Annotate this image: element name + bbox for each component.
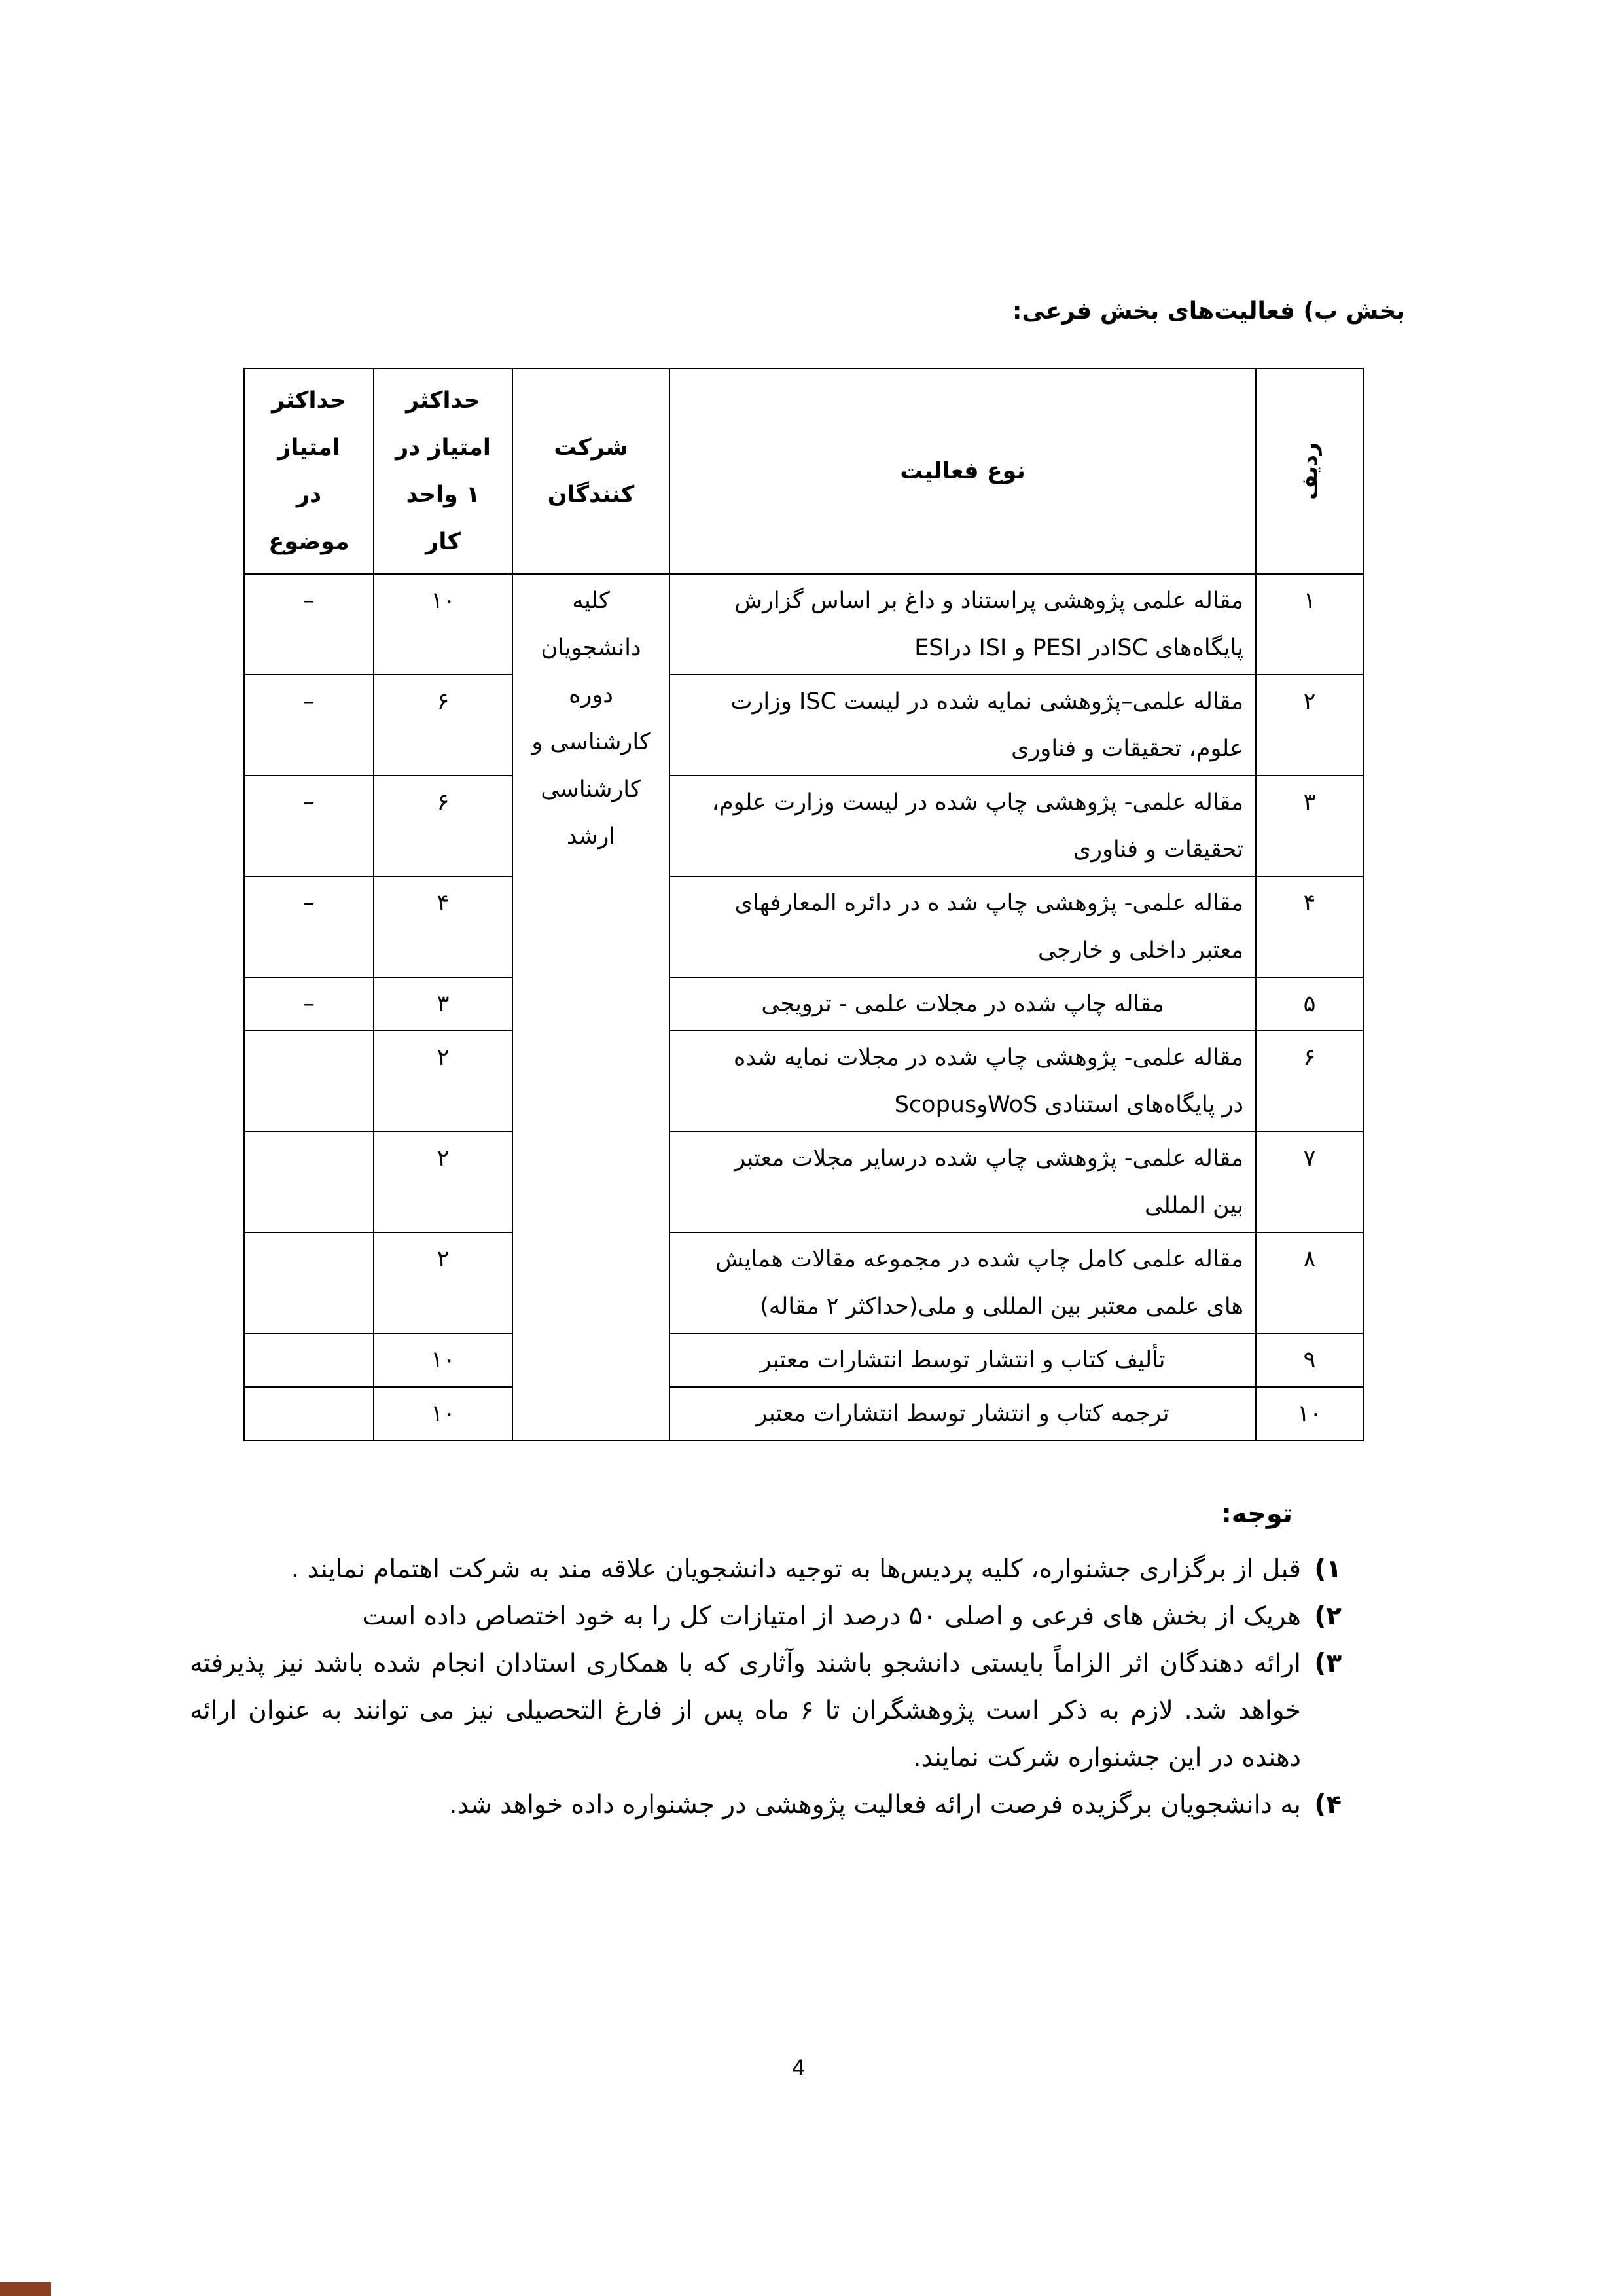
max-cell: [244, 1232, 374, 1333]
max-cell: –: [244, 876, 374, 977]
row-number: ۵: [1256, 977, 1363, 1031]
max-cell: –: [244, 675, 374, 776]
activities-table: [243, 368, 1364, 1441]
activity-cell: تألیف کتاب و انتشار توسط انتشارات معتبر: [669, 1333, 1256, 1387]
row-number: ۶: [1256, 1031, 1363, 1132]
note-text: قبل از برگزاری جشنواره، کلیه پردیس‌ها به توجیه دانشجویان علاقه مند به شرکت اهتمام نمایند .: [291, 1554, 1301, 1584]
score-cell: ۲: [374, 1132, 512, 1232]
note-text: هریک از بخش های فرعی و اصلی ۵۰ درصد از امتیازات کل را به خود اختصاص داده است: [362, 1602, 1301, 1631]
note-item: [190, 1593, 1342, 1640]
activity-cell: مقاله علمی- پژوهشی چاپ شده در لیست وزارت علوم، تحقیقات و فناوری: [669, 776, 1256, 876]
max-cell: –: [244, 574, 374, 675]
row-number: ۴: [1256, 876, 1363, 977]
score-cell: ۲: [374, 1232, 512, 1333]
note-number: ۴): [1314, 1790, 1342, 1820]
max-cell: [244, 1387, 374, 1441]
note-text: ارائه دهندگان اثر الزاماً بایستی دانشجو باشند وآثاری که با همکاری استادان انجام شده باشد نیز پذیرفته خواهد شد. لازم به ذکر است پژوهشگران تا ۶ ماه پس از فارغ التحصیلی نیز می توانند به عنوان ارائه دهنده در این جشنواره شرکت نمایند.: [190, 1649, 1301, 1772]
section-title: بخش ب) فعالیت‌های بخش فرعی:: [1012, 298, 1405, 325]
participants-cell: کلیه دانشجویان دوره کارشناسی و کارشناسی ارشد: [512, 574, 669, 1441]
note-number: ۳): [1314, 1649, 1342, 1678]
table-row: [244, 876, 1363, 977]
header-max-per-unit: حداکثر امتیاز در ۱ واحد کار: [374, 368, 512, 574]
header-max-total: حداکثر امتیاز در موضوع: [244, 368, 374, 574]
note-text: به دانشجویان برگزیده فرصت ارائه فعالیت پژوهشی در جشنواره داده خواهد شد.: [449, 1790, 1301, 1820]
note-item: [190, 1546, 1342, 1593]
activity-cell: مقاله علمی–پژوهشی نمایه شده در لیست ISC وزارت علوم، تحقیقات و فناوری: [669, 675, 1256, 776]
table-row: [244, 776, 1363, 876]
row-number: ۱: [1256, 574, 1363, 675]
activity-cell: ترجمه کتاب و انتشار توسط انتشارات معتبر: [669, 1387, 1256, 1441]
table-row: [244, 1333, 1363, 1387]
score-cell: ۶: [374, 776, 512, 876]
score-cell: ۱۰: [374, 1387, 512, 1441]
note-item: [190, 1782, 1342, 1829]
table-header-row: [244, 368, 1363, 574]
row-number: ۲: [1256, 675, 1363, 776]
table-row: [244, 1232, 1363, 1333]
activity-cell: مقاله علمی پژوهشی پراستناد و داغ بر اساس گزارش پایگاه‌های ISCدر PESI و ISI درESI: [669, 574, 1256, 675]
table-row: [244, 1387, 1363, 1441]
row-number: ۱۰: [1256, 1387, 1363, 1441]
page-number: 4: [792, 2055, 805, 2080]
max-cell: –: [244, 977, 374, 1031]
max-cell: [244, 1031, 374, 1132]
max-cell: [244, 1333, 374, 1387]
activity-cell: مقاله چاپ شده در مجلات علمی - ترویجی: [669, 977, 1256, 1031]
score-cell: ۲: [374, 1031, 512, 1132]
row-number: ۹: [1256, 1333, 1363, 1387]
table-row: [244, 574, 1363, 675]
row-number: ۸: [1256, 1232, 1363, 1333]
header-activity: نوع فعالیت: [669, 368, 1256, 574]
row-number: ۷: [1256, 1132, 1363, 1232]
score-cell: ۶: [374, 675, 512, 776]
corner-watermark-logo: [0, 2282, 51, 2296]
table-row: [244, 1031, 1363, 1132]
note-number: ۲): [1314, 1602, 1342, 1631]
activity-cell: مقاله علمی- پژوهشی چاپ شده درسایر مجلات معتبر بین المللی: [669, 1132, 1256, 1232]
table-row: [244, 1132, 1363, 1232]
note-number: ۱): [1314, 1554, 1342, 1584]
max-cell: [244, 1132, 374, 1232]
notes-title: توجه:: [1221, 1499, 1293, 1529]
activity-cell: مقاله علمی- پژوهشی چاپ شده در مجلات نمایه شده در پایگاه‌های استنادی WoSوScopus: [669, 1031, 1256, 1132]
score-cell: ۱۰: [374, 1333, 512, 1387]
header-radif: ردیف: [1256, 368, 1363, 574]
row-number: ۳: [1256, 776, 1363, 876]
table-row: [244, 675, 1363, 776]
score-cell: ۱۰: [374, 574, 512, 675]
score-cell: ۳: [374, 977, 512, 1031]
score-cell: ۴: [374, 876, 512, 977]
note-item: [190, 1640, 1342, 1782]
table-row: [244, 977, 1363, 1031]
max-cell: –: [244, 776, 374, 876]
header-participants: شرکت کنندگان: [512, 368, 669, 574]
activity-cell: مقاله علمی کامل چاپ شده در مجموعه مقالات همایش های علمی معتبر بین المللی و ملی(حداکثر ۲ مقاله): [669, 1232, 1256, 1333]
activity-cell: مقاله علمی- پژوهشی چاپ شد ه در دائره المعارفهای معتبر داخلی و خارجی: [669, 876, 1256, 977]
notes-list: [190, 1546, 1342, 1829]
